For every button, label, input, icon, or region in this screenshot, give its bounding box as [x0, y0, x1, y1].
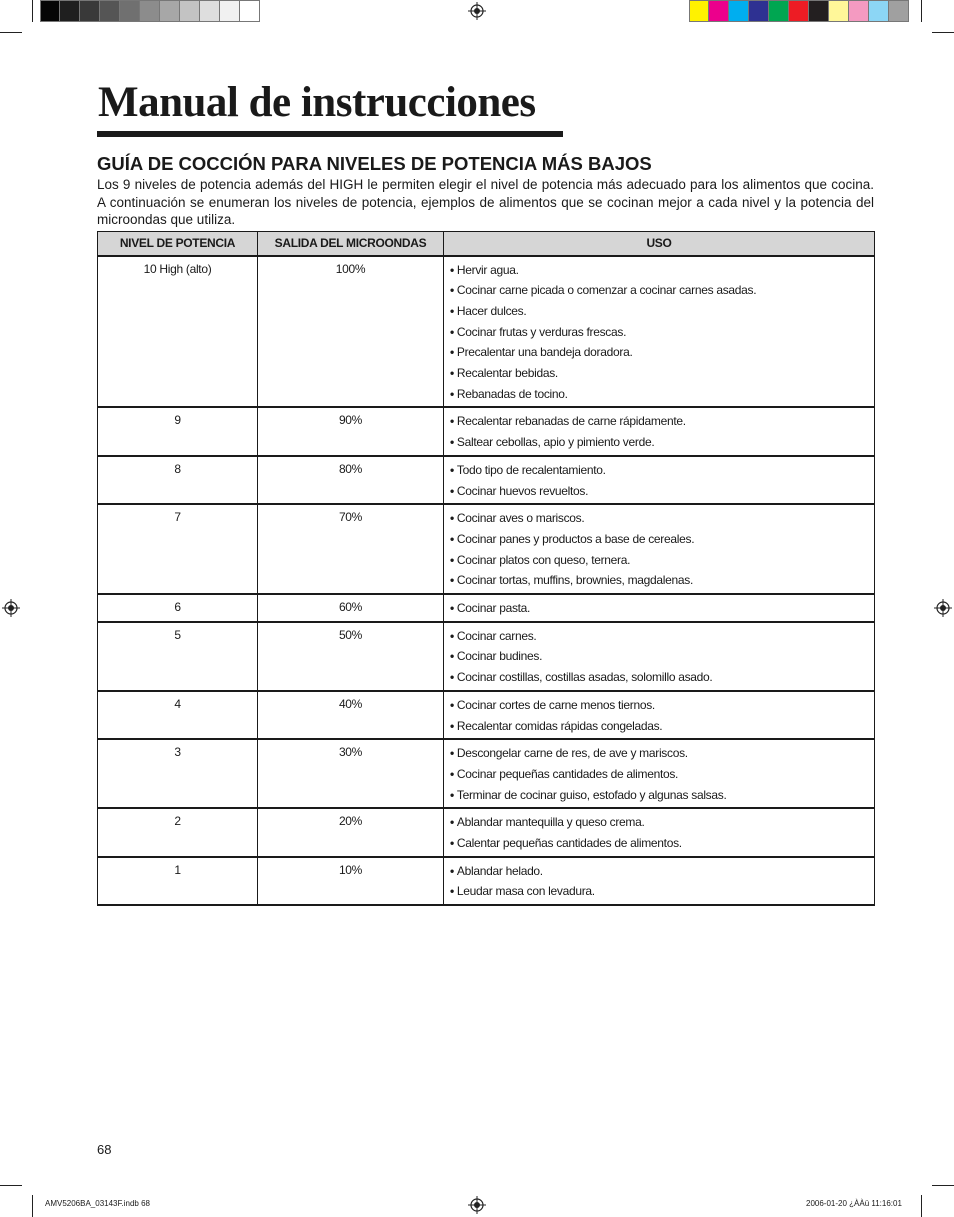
- use-list-item: [450, 460, 874, 481]
- use-list-item: [450, 301, 874, 322]
- crop-mark: [32, 0, 33, 22]
- use-list-item: [450, 432, 874, 453]
- table-row: [98, 808, 875, 856]
- uses-cell: [444, 622, 875, 691]
- section-heading: GUÍA DE COCCIÓN PARA NIVELES DE POTENCIA MÁS BAJOS: [97, 153, 652, 174]
- use-list-item: [450, 881, 874, 902]
- output-percent-cell: 60%: [258, 594, 444, 622]
- output-percent-cell: 90%: [258, 407, 444, 455]
- bullet-icon: •: [450, 262, 454, 277]
- use-text: Saltear cebollas, apio y pimiento verde.: [456, 435, 655, 450]
- bullet-icon: •: [450, 386, 454, 401]
- uses-cell: [444, 504, 875, 594]
- bullet-icon: •: [450, 366, 454, 381]
- bullet-icon: •: [450, 303, 454, 318]
- use-list-item: [450, 481, 874, 502]
- output-percent-cell: 70%: [258, 504, 444, 594]
- output-percent-cell: 20%: [258, 808, 444, 856]
- crop-mark: [0, 32, 22, 33]
- bullet-icon: •: [450, 283, 454, 298]
- use-list-item: [450, 322, 874, 343]
- use-list-item: [450, 626, 874, 647]
- use-list-item: [450, 384, 874, 405]
- bullet-icon: •: [450, 552, 454, 567]
- gray-swatch-bar: [40, 0, 260, 22]
- use-text: Cocinar costillas, costillas asadas, solomillo asado.: [456, 670, 713, 685]
- use-list-item: [450, 363, 874, 384]
- power-levels-table: [97, 231, 875, 906]
- uses-cell: [444, 808, 875, 856]
- crop-mark: [932, 1185, 954, 1186]
- use-list-item: [450, 667, 874, 688]
- header-use: USO: [444, 232, 875, 256]
- color-swatch: [180, 0, 200, 22]
- output-percent-cell: 80%: [258, 456, 444, 504]
- use-text: Cocinar aves o mariscos.: [456, 511, 585, 526]
- uses-cell: [444, 691, 875, 739]
- use-text: Ablandar mantequilla y queso crema.: [456, 815, 645, 830]
- color-swatch: [200, 0, 220, 22]
- uses-cell: [444, 256, 875, 408]
- table-row: [98, 456, 875, 504]
- color-swatch: [869, 0, 889, 22]
- output-percent-cell: 30%: [258, 739, 444, 808]
- use-list-item: [450, 260, 874, 281]
- use-list-item: [450, 785, 874, 806]
- registration-mark-icon: [934, 599, 952, 617]
- bullet-icon: •: [450, 697, 454, 712]
- table-row: [98, 622, 875, 691]
- output-percent-cell: 10%: [258, 857, 444, 905]
- bullet-icon: •: [450, 414, 454, 429]
- bullet-icon: •: [450, 863, 454, 878]
- uses-cell: [444, 594, 875, 622]
- color-swatch-bar: [689, 0, 909, 22]
- bullet-icon: •: [450, 435, 454, 450]
- color-swatch: [60, 0, 80, 22]
- use-text: Rebanadas de tocino.: [456, 386, 568, 401]
- color-swatch: [809, 0, 829, 22]
- power-level-cell: 7: [98, 504, 258, 594]
- bullet-icon: •: [450, 324, 454, 339]
- color-swatch: [829, 0, 849, 22]
- table-row: [98, 691, 875, 739]
- use-list-item: [450, 743, 874, 764]
- use-list-item: [450, 764, 874, 785]
- use-text: Cocinar tortas, muffins, brownies, magdalenas.: [456, 573, 694, 588]
- use-list-item: [450, 280, 874, 301]
- use-text: Descongelar carne de res, de ave y mariscos.: [456, 746, 688, 761]
- bullet-icon: •: [450, 345, 454, 360]
- use-list-item: [450, 833, 874, 854]
- header-power-level: NIVEL DE POTENCIA: [98, 232, 258, 256]
- power-level-cell: 1: [98, 857, 258, 905]
- use-text: Cocinar carnes.: [456, 628, 537, 643]
- bullet-icon: •: [450, 766, 454, 781]
- use-text: Cocinar frutas y verduras frescas.: [456, 324, 627, 339]
- registration-mark-icon: [468, 1196, 486, 1214]
- bullet-icon: •: [450, 628, 454, 643]
- bullet-icon: •: [450, 746, 454, 761]
- use-text: Precalentar una bandeja doradora.: [456, 345, 633, 360]
- use-list-item: [450, 646, 874, 667]
- bullet-icon: •: [450, 815, 454, 830]
- bullet-icon: •: [450, 836, 454, 851]
- bullet-icon: •: [450, 462, 454, 477]
- output-percent-cell: 40%: [258, 691, 444, 739]
- color-swatch: [220, 0, 240, 22]
- output-percent-cell: 100%: [258, 256, 444, 408]
- use-list-item: [450, 861, 874, 882]
- use-text: Terminar de cocinar guiso, estofado y algunas salsas.: [456, 787, 727, 802]
- bullet-icon: •: [450, 884, 454, 899]
- power-level-cell: 9: [98, 407, 258, 455]
- bullet-icon: •: [450, 670, 454, 685]
- color-swatch: [40, 0, 60, 22]
- use-list-item: [450, 695, 874, 716]
- use-list-item: [450, 411, 874, 432]
- bullet-icon: •: [450, 483, 454, 498]
- crop-mark: [932, 32, 954, 33]
- power-level-cell: 10 High (alto): [98, 256, 258, 408]
- use-list-item: [450, 598, 874, 619]
- bullet-icon: •: [450, 787, 454, 802]
- color-swatch: [689, 0, 709, 22]
- bullet-icon: •: [450, 573, 454, 588]
- power-level-cell: 6: [98, 594, 258, 622]
- table-row: [98, 857, 875, 905]
- color-swatch: [789, 0, 809, 22]
- uses-cell: [444, 407, 875, 455]
- uses-cell: [444, 857, 875, 905]
- output-percent-cell: 50%: [258, 622, 444, 691]
- use-text: Cocinar huevos revueltos.: [456, 483, 589, 498]
- uses-cell: [444, 739, 875, 808]
- table-row: [98, 407, 875, 455]
- color-swatch: [749, 0, 769, 22]
- intro-paragraph: Los 9 niveles de potencia además del HIGH le permiten elegir el nivel de potencia más adecuado para los alimentos que cocina. A continuación se enumeran los niveles de potencia, ejemplos de alimentos que se cocinan mejor a cada nivel y la potencia del microondas que utiliza.: [97, 177, 874, 227]
- color-swatch: [729, 0, 749, 22]
- print-timestamp: 2006-01-20 ¿ÀÀü 11:16:01: [806, 1199, 902, 1208]
- bullet-icon: •: [450, 511, 454, 526]
- use-text: Todo tipo de recalentamiento.: [456, 462, 606, 477]
- page-title: Manual de instrucciones: [98, 79, 536, 126]
- use-text: Hacer dulces.: [456, 303, 527, 318]
- registration-mark-icon: [2, 599, 20, 617]
- use-list-item: [450, 342, 874, 363]
- bullet-icon: •: [450, 649, 454, 664]
- bullet-icon: •: [450, 601, 454, 616]
- crop-mark: [921, 0, 922, 22]
- use-text: Recalentar comidas rápidas congeladas.: [456, 718, 663, 733]
- use-list-item: [450, 529, 874, 550]
- use-text: Ablandar helado.: [456, 863, 543, 878]
- use-text: Cocinar platos con queso, ternera.: [456, 552, 631, 567]
- use-list-item: [450, 550, 874, 571]
- color-swatch: [80, 0, 100, 22]
- crop-mark: [0, 1185, 22, 1186]
- registration-mark-icon: [468, 2, 486, 20]
- use-text: Cocinar budines.: [456, 649, 543, 664]
- page-number: 68: [97, 1142, 112, 1157]
- crop-mark: [921, 1195, 922, 1217]
- color-swatch: [120, 0, 140, 22]
- power-level-cell: 2: [98, 808, 258, 856]
- use-text: Cocinar carne picada o comenzar a cocinar carnes asadas.: [456, 283, 757, 298]
- table-row: [98, 594, 875, 622]
- bullet-icon: •: [450, 718, 454, 733]
- use-text: Cocinar cortes de carne menos tiernos.: [456, 697, 655, 712]
- use-text: Cocinar pequeñas cantidades de alimentos.: [456, 766, 679, 781]
- use-text: Hervir agua.: [456, 262, 519, 277]
- use-text: Cocinar panes y productos a base de cereales.: [456, 531, 695, 546]
- use-text: Leudar masa con levadura.: [456, 884, 595, 899]
- color-swatch: [100, 0, 120, 22]
- crop-mark: [32, 1195, 33, 1217]
- uses-cell: [444, 456, 875, 504]
- use-text: Recalentar bebidas.: [456, 366, 558, 381]
- use-text: Cocinar pasta.: [456, 601, 531, 616]
- table-header-row: [98, 232, 875, 256]
- print-file-label: AMV5206BA_03143F.indb 68: [45, 1199, 150, 1208]
- color-swatch: [769, 0, 789, 22]
- use-list-item: [450, 716, 874, 737]
- use-text: Calentar pequeñas cantidades de alimentos.: [456, 836, 682, 851]
- power-level-cell: 5: [98, 622, 258, 691]
- power-level-cell: 4: [98, 691, 258, 739]
- table-row: [98, 739, 875, 808]
- use-list-item: [450, 812, 874, 833]
- use-list-item: [450, 570, 874, 591]
- color-swatch: [160, 0, 180, 22]
- bullet-icon: •: [450, 531, 454, 546]
- power-level-cell: 3: [98, 739, 258, 808]
- use-list-item: [450, 508, 874, 529]
- table-row: [98, 504, 875, 594]
- color-swatch: [240, 0, 260, 22]
- power-level-cell: 8: [98, 456, 258, 504]
- color-swatch: [849, 0, 869, 22]
- title-underline: [97, 131, 563, 137]
- color-swatch: [709, 0, 729, 22]
- header-microwave-output: SALIDA DEL MICROONDAS: [258, 232, 444, 256]
- color-swatch: [140, 0, 160, 22]
- color-swatch: [889, 0, 909, 22]
- table-row: [98, 256, 875, 408]
- use-text: Recalentar rebanadas de carne rápidamente.: [456, 414, 686, 429]
